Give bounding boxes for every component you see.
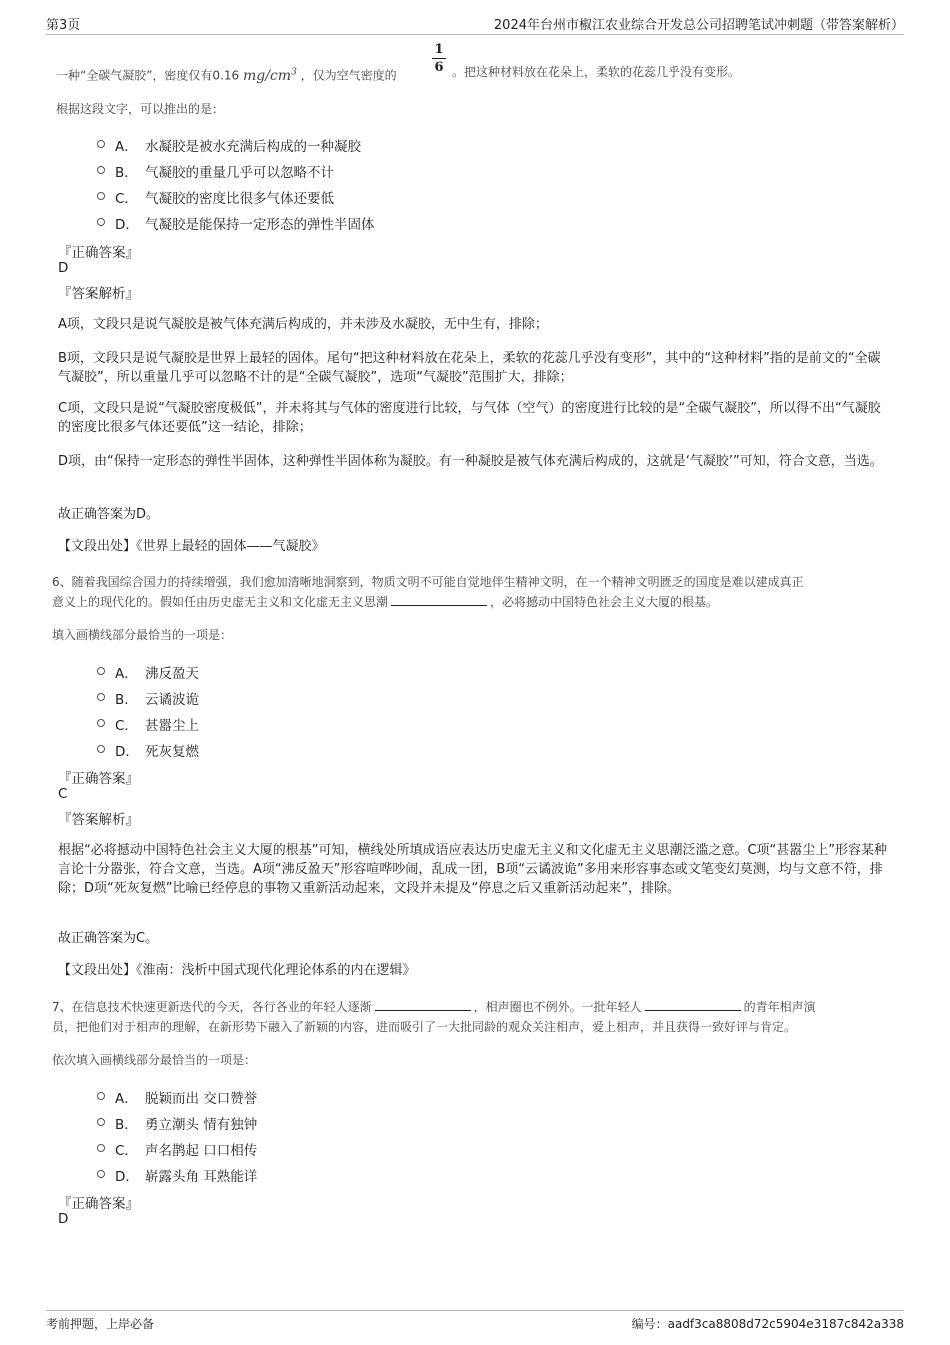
option-text: 死灰复燃 (145, 744, 199, 760)
q7-stem-c: 的青年相声演 (743, 1000, 816, 1014)
q6-stem-c: ，必将撼动中国特色社会主义大厦的根基。 (490, 595, 719, 609)
option-text: 云谲波诡 (145, 692, 199, 708)
q5-analysis-d: D项，由“保持一定形态的弹性半固体，这种弹性半固体称为凝胶。有一种凝胶是被气体充满后构成的，这就是‘气凝胶’”可知，符合文意，当选。 (58, 454, 883, 469)
answer-blank (391, 594, 487, 606)
radio-icon[interactable] (97, 693, 105, 701)
q6-stem-line1: 6、随着我国综合国力的持续增强，我们愈加清晰地洞察到，物质文明不可能自觉地伴生精神文明，在一个精神文明匮乏的国度是难以建成真正 (52, 575, 804, 589)
q6-prompt: 填入画横线部分最恰当的一项是： (52, 628, 233, 642)
option-letter: B． (115, 1117, 138, 1133)
option-letter: A． (115, 139, 138, 155)
q5-analysis-c: C项，文段只是说“气凝胶密度极低”，并未将其与气体的密度进行比较，与气体（空气）的密度进行比较的是“全碳气凝胶”，所以得不出“气凝胶的密度比很多气体还要低”这一结论，排除； (58, 401, 881, 435)
document-id: 编号：aadf3ca8808d72c5904e3187c842a338 (631, 1317, 904, 1331)
radio-icon[interactable] (97, 1144, 105, 1152)
q6-source: 【文段出处】《淮南：浅析中国式现代化理论体系的内在逻辑》 (58, 963, 416, 978)
answer-blank-2 (645, 999, 741, 1011)
q7-answer: D (58, 1211, 69, 1227)
density-unit (243, 68, 297, 84)
option-letter: D． (115, 744, 139, 760)
option-letter: D． (115, 1169, 139, 1185)
q5-analysis-a: A项，文段只是说气凝胶是被气体充满后构成的，并未涉及水凝胶，无中生有，排除； (58, 317, 548, 332)
unit-base: mg/cm (242, 67, 292, 84)
option-text: 脱颖而出 交口赞誉 (145, 1091, 258, 1107)
option-letter: C． (115, 191, 138, 207)
q7-stem-a: 7、在信息技术快速更新迭代的今天，各行各业的年轻人逐渐 (52, 1000, 372, 1014)
option-letter: A． (115, 666, 138, 682)
option-text: 声名鹊起 口口相传 (145, 1143, 258, 1159)
q5-stem-b: ，仅为空气密度的 (300, 68, 397, 83)
q5-stem-c: 。把这种材料放在花朵上，柔软的花蕊几乎没有变形。 (452, 65, 741, 79)
radio-icon[interactable] (97, 140, 105, 148)
option-text: 甚嚣尘上 (145, 718, 199, 734)
option-text: 水凝胶是被水充满后构成的一种凝胶 (145, 139, 361, 155)
radio-icon[interactable] (97, 192, 105, 200)
radio-icon[interactable] (97, 719, 105, 727)
q5-stem-a: 一种“全碳气凝胶”，密度仅有0.16 (56, 68, 240, 83)
radio-icon[interactable] (97, 1118, 105, 1126)
q7-prompt: 依次填入画横线部分最恰当的一项是： (52, 1053, 257, 1067)
q6-analysis: 根据“必将撼动中国特色社会主义大厦的根基”可知，横线处所填成语应表达历史虚无主义和文化虚无主义思潮泛滥之意。C项“甚嚣尘上”形容某种言论十分嚣张，符合文意，当选。A项“沸反盈天”形容喧哗吵闹，乱成一团，B项“云谲波诡”多用来形容事态或文笔变幻莫测，均与文意不符，排除；D项“死灰复燃”比喻已经停息的事物又重新活动起来，文段并未提及“停息之后又重新活动起来”，排除。 (58, 843, 888, 896)
option-text: 勇立潮头 情有独钟 (145, 1117, 258, 1133)
fraction-one-sixth (432, 42, 446, 75)
q6-answer: C (58, 786, 68, 802)
fraction-numerator: 1 (434, 42, 444, 57)
radio-icon[interactable] (97, 1170, 105, 1178)
option-text: 沸反盈天 (145, 666, 199, 682)
q5-prompt: 根据这段文字，可以推出的是： (56, 102, 225, 116)
option-letter: A． (115, 1091, 138, 1107)
q5-analysis-label: 『答案解析』 (58, 286, 139, 302)
option-letter: B． (115, 165, 138, 181)
option-text: 气凝胶是能保持一定形态的弹性半固体 (145, 217, 375, 233)
q7-answer-label: 『正确答案』 (58, 1196, 139, 1212)
q5-answer-label: 『正确答案』 (58, 245, 139, 261)
document-title: 2024年台州市椒江农业综合开发总公司招聘笔试冲刺题（带答案解析） (493, 18, 904, 33)
answer-blank-1 (375, 999, 471, 1011)
q7-stem-line1 (52, 997, 816, 1018)
option-text: 崭露头角 耳熟能详 (145, 1169, 258, 1185)
option-letter: B． (115, 692, 138, 708)
option-letter: C． (115, 1143, 138, 1159)
radio-icon[interactable] (97, 745, 105, 753)
q5-answer: D (58, 260, 69, 276)
page-header (46, 14, 904, 35)
q5-source: 【文段出处】《世界上最轻的固体——气凝胶》 (58, 539, 325, 554)
q7-stem-b: ，相声圈也不例外。一批年轻人 (473, 1000, 642, 1014)
footer-slogan: 考前押题，上岸必备 (46, 1317, 155, 1331)
q5-analysis-b: B项，文段只是说气凝胶是世界上最轻的固体。尾句“把这种材料放在花朵上，柔软的花蕊几乎没有变形”，其中的“这种材料”指的是前文的“全碳气凝胶”，所以重量几乎可以忽略不计的是“全碳气凝胶”，选项“气凝胶”范围扩大，排除； (58, 351, 881, 385)
q6-analysis-label: 『答案解析』 (58, 812, 139, 828)
q5-conclusion: 故正确答案为D。 (58, 507, 160, 522)
radio-icon[interactable] (97, 667, 105, 675)
unit-exp: 3 (291, 67, 297, 77)
q6-stem-line2 (52, 592, 718, 613)
radio-icon[interactable] (97, 166, 105, 174)
fraction-denominator: 6 (434, 60, 444, 75)
q6-answer-label: 『正确答案』 (58, 771, 139, 787)
radio-icon[interactable] (97, 218, 105, 226)
q6-conclusion: 故正确答案为C。 (58, 931, 159, 946)
page-footer (46, 1310, 904, 1333)
q6-stem-b: 意义上的现代化的。假如任由历史虚无主义和文化虚无主义思潮 (52, 595, 389, 609)
radio-icon[interactable] (97, 1092, 105, 1100)
q7-stem-line2: 员，把他们对于相声的理解，在新形势下融入了新颖的内容，进而吸引了一大批同龄的观众关注相声，爱上相声，并且获得一致好评与肯定。 (52, 1020, 797, 1034)
option-text: 气凝胶的密度比很多气体还要低 (145, 191, 334, 207)
page-number: 第3页 (46, 18, 81, 33)
option-text: 气凝胶的重量几乎可以忽略不计 (145, 165, 334, 181)
option-letter: C． (115, 718, 138, 734)
option-letter: D． (115, 217, 139, 233)
